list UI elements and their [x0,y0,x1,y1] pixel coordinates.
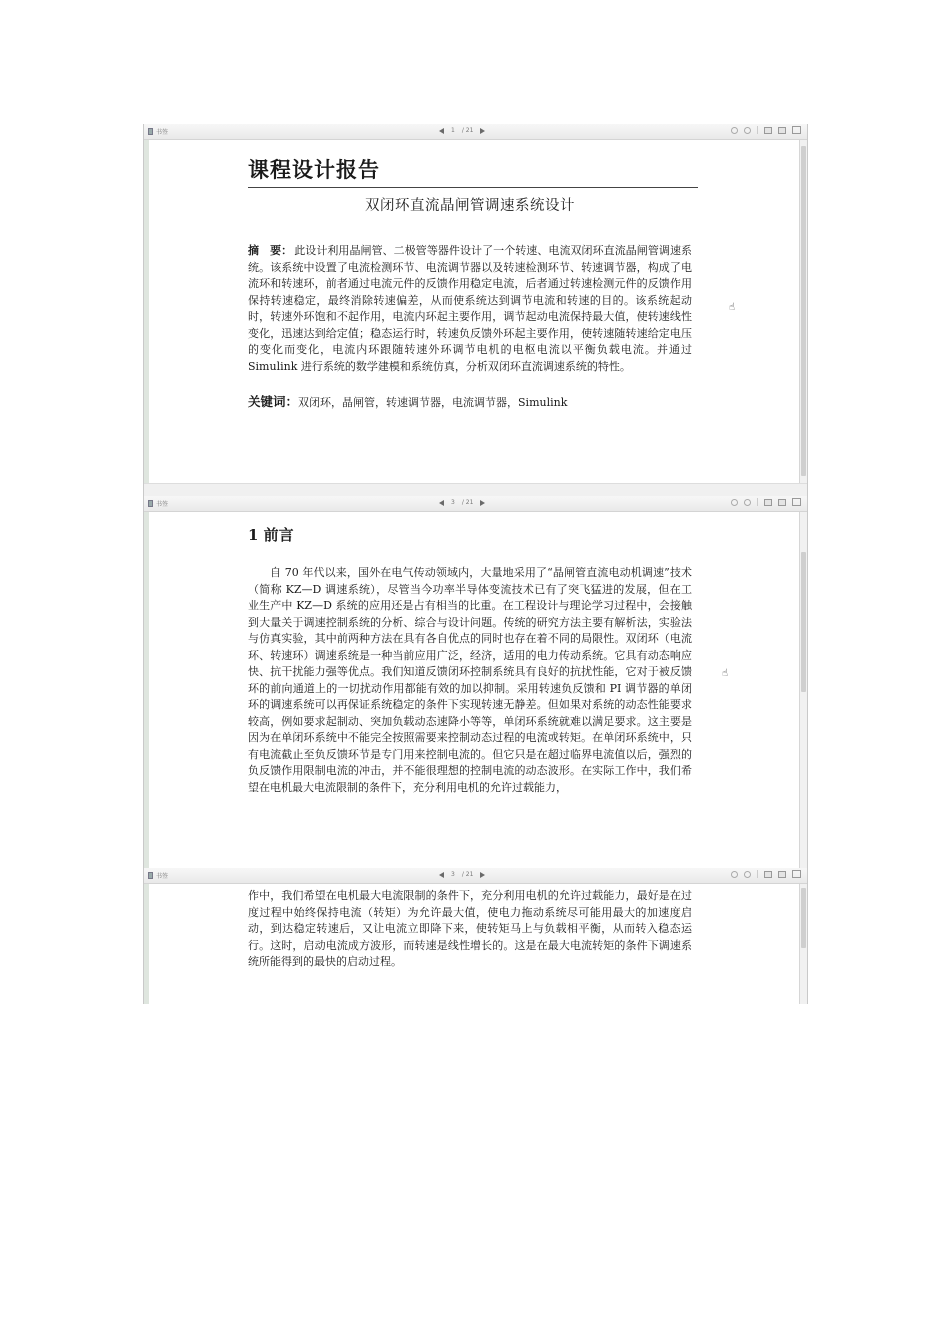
sidebar-band [144,884,149,1004]
keywords-label: 关键词： [248,394,299,409]
page-total: / 21 [461,127,474,134]
bookmark-tab[interactable] [148,871,168,880]
bookmark-tab[interactable] [148,127,168,136]
single-page-icon[interactable] [764,127,772,134]
zoom-out-icon[interactable] [744,871,751,878]
vertical-scrollbar[interactable] [799,512,807,868]
page-number[interactable]: 3 [451,871,455,878]
view-tools [731,126,801,134]
zoom-in-icon[interactable] [731,871,738,878]
bookmark-icon [148,500,153,507]
next-page-icon[interactable] [480,500,485,506]
viewer-toolbar [144,868,807,884]
bookmark-icon [148,128,153,135]
abstract-label: 摘 要： [248,244,293,257]
scroll-thumb[interactable] [801,552,806,692]
zoom-in-icon[interactable] [731,127,738,134]
document-page-3-continued [248,888,692,971]
page-gap [144,483,807,496]
zoom-out-icon[interactable] [744,499,751,506]
hand-cursor-icon: ☝ [722,668,729,679]
hand-cursor-icon: ☝ [729,302,736,313]
viewer-toolbar [144,124,807,140]
bookmark-icon [148,872,153,879]
scroll-thumb[interactable] [801,888,806,948]
single-page-icon[interactable] [764,499,772,506]
pdf-viewer-3 [143,868,808,1004]
page-navigator [439,499,485,506]
prev-page-icon[interactable] [439,500,444,506]
page-navigator [439,871,485,878]
bookmark-tab[interactable] [148,499,168,508]
preface-paragraph: 自 70 年代以来，国外在电气传动领域内，大量地采用了“晶闸管直流电动机调速”技术（简称 KZ—D 调速系统），尽管当今功率半导体变流技术已有了突飞猛进的发展，但在工业生产中 KZ—D 系统的应用还是占有相当的比重。在工程设计与理论学习过程中，会接触到大量关于调速控制系统的分析、综合与设计问题。传统的研究方法主要有解析法，实验法与仿真实验，其中前两种方法在具有各自优点的同时也存在着不同的局限性。双闭环（电流环、转速环）调速系统是一种当前应用广泛，经济，适用的电力传动系统。它具有动态响应快、抗干扰能力强等优点。我们知道反馈闭环控制系统具有良好的抗扰性能，它对于被反馈环的前向通道上的一切扰动作用都能有效的加以抑制。采用转速负反馈和 PI 调节器的单闭环的调速系统可以再保证系统稳定的条件下实现转速无静差。但如果对系统的动态性能要求较高，例如要求起制动、突加负载动态速降小等等，单闭环系统就难以满足要求。这主要是因为在单闭环系统中不能完全按照需要来控制动态过程的电流或转矩。在单闭环系统中，只有电流截止至负反馈环节是专门用来控制电流的。但它只是在超过临界电流值以后，强烈的负反馈作用限制电流的冲击，并不能很理想的控制电流的动态波形。在实际工作中，我们希望在电机最大电流限制的条件下，充分利用电机的允许过载能力， [248,566,692,794]
toolbar-divider [757,126,758,134]
vertical-scrollbar[interactable] [799,140,807,496]
next-page-icon[interactable] [480,872,485,878]
page-number[interactable]: 1 [451,127,455,134]
toolbar-divider [757,870,758,878]
abstract-paragraph [248,243,692,375]
bookmark-label: 书签 [156,501,169,508]
page-navigator [439,127,485,134]
pdf-viewer-2 [143,496,808,868]
toolbar-divider [757,498,758,506]
next-page-icon[interactable] [480,128,485,134]
viewer-toolbar [144,496,807,512]
keywords-line [248,392,692,410]
document-page-1 [248,154,692,421]
sidebar-band [144,140,149,496]
bookmark-label: 书签 [156,873,169,880]
single-page-icon[interactable] [764,871,772,878]
scroll-thumb[interactable] [801,146,806,476]
fullscreen-icon[interactable] [792,870,801,878]
bookmark-label: 书签 [156,129,169,136]
document-page-3 [248,524,692,796]
fullscreen-icon[interactable] [792,126,801,134]
report-subtitle: 双闭环直流晶闸管调速系统设计 [365,198,575,214]
pdf-viewer-1 [143,124,808,496]
page-total: / 21 [461,499,474,506]
keywords-text: 双闭环，晶闸管，转速调节器，电流调节器，Simulink [298,396,568,409]
report-title: 课程设计报告 [248,154,698,188]
prev-page-icon[interactable] [439,872,444,878]
view-tools [731,498,801,506]
prev-page-icon[interactable] [439,128,444,134]
zoom-out-icon[interactable] [744,127,751,134]
two-page-icon[interactable] [778,127,786,134]
abstract-text: 此设计利用晶闸管、二极管等器件设计了一个转速、电流双闭环直流晶闸管调速系统。该系统中设置了电流检测环节、电流调节器以及转速检测环节、转速调节器，构成了电流环和转速环，前者通过电流元件的反馈作用稳定电流，后者通过转速检测元件的反馈作用保持转速稳定，最终消除转速偏差，从而使系统达到调节电流和转速的目的。该系统起动时，转速外环饱和不起作用，电流内环起主要作用，调节起动电流保持最大值，使转速线性变化，迅速达到给定值；稳态运行时，转速负反馈外环起主要作用，使转速随转速给定电压的变化而变化，电流内环跟随转速外环调节电机的电枢电流以平衡负载电流。并通过 Simulink 进行系统的数学建模和系统仿真，分析双闭环直流调速系统的特性。 [248,244,693,373]
sidebar-band [144,512,149,868]
vertical-scrollbar[interactable] [799,884,807,1004]
two-page-icon[interactable] [778,499,786,506]
view-tools [731,870,801,878]
two-page-icon[interactable] [778,871,786,878]
fullscreen-icon[interactable] [792,498,801,506]
continued-paragraph: 作中，我们希望在电机最大电流限制的条件下，充分利用电机的允许过载能力，最好是在过度过程中始终保持电流（转矩）为允许最大值，使电力拖动系统尽可能用最大的加速度启动，到达稳定转速后，又让电流立即降下来，使转矩马上与负载相平衡，从而转入稳态运行。这时，启动电流成方波形，而转速是线性增长的。这是在最大电流转矩的条件下调速系统所能得到的最快的启动过程。 [248,889,692,968]
zoom-in-icon[interactable] [731,499,738,506]
page-total: / 21 [461,871,474,878]
section-heading: 1 前言 [248,526,294,544]
page-number[interactable]: 3 [451,499,455,506]
